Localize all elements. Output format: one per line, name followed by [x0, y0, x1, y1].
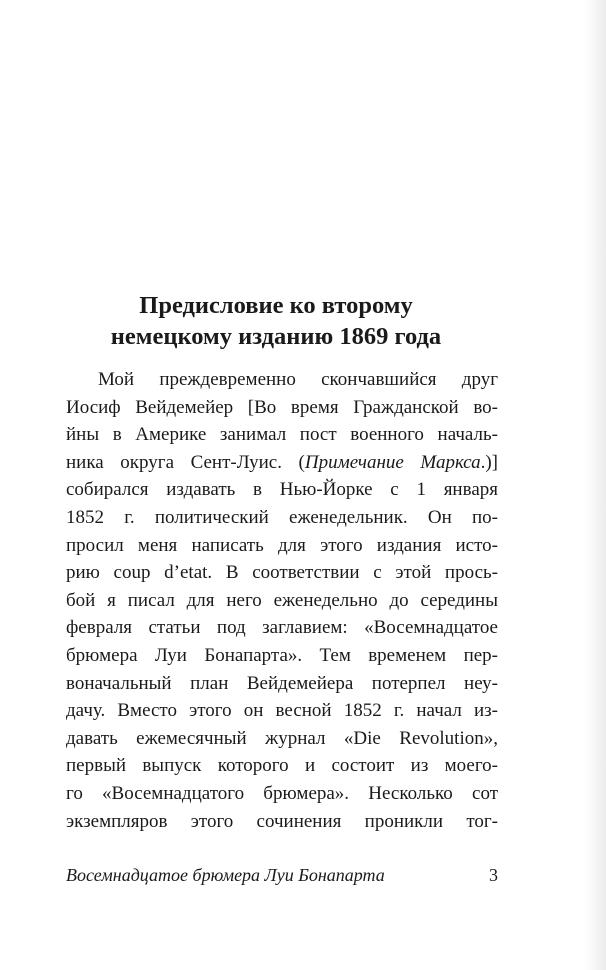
body-paragraph — [66, 366, 498, 835]
running-footer-title: Восемнадцатое брюмера Луи Бонапарта — [66, 865, 385, 885]
text-line: воначальный план Вейдемейера потерпел неу- — [66, 672, 498, 694]
text-line: Мой преждевременно скончавшийся друг — [98, 369, 498, 390]
heading-line-2: немецкому изданию 1869 года — [110, 323, 442, 350]
text-line: рию coup d’etat. В соответствии с этой прось- — [66, 562, 498, 584]
text-line: экземпляров этого сочинения проникли тог- — [66, 810, 498, 832]
page-number: 3 — [489, 865, 498, 885]
text-line: дачу. Вместо этого он весной 1852 г. начал из- — [66, 700, 498, 722]
chapter-heading — [60, 290, 492, 352]
text-line: бой я писал для него еженедельно до середины — [66, 589, 498, 611]
text-line: давать ежемесячный журнал «Die Revolution», — [66, 727, 498, 749]
text-line: Иосиф Вейдемейер [Во время Гражданской во- — [66, 396, 498, 418]
text-line: брюмера Луи Бонапарта». Тем временем пер- — [66, 644, 498, 666]
text-line: первый выпуск которого и состоит из моего- — [66, 755, 498, 777]
text-line — [66, 449, 498, 477]
text-line: йны в Америке занимал пост военного началь- — [66, 424, 498, 446]
text-line-start: ника округа Сент-Луис. ( — [66, 451, 305, 473]
text-line-end: .)] — [480, 451, 498, 473]
text-line: собирался издавать в Нью-Йорке с 1 января — [66, 479, 498, 501]
text-line: февраля статьи под заглавием: «Восемнадцатое — [66, 617, 498, 639]
heading-line-1: Предисловие ко второму — [139, 292, 413, 319]
text-line: 1852 г. политический еженедельник. Он по- — [66, 506, 498, 528]
page-edge — [584, 0, 606, 970]
author-note-italic: Примечание Маркса — [304, 451, 481, 473]
text-line: го «Восемнадцатого брюмера». Несколько сот — [66, 782, 498, 804]
text-line: просил меня написать для этого издания исто- — [66, 534, 498, 556]
